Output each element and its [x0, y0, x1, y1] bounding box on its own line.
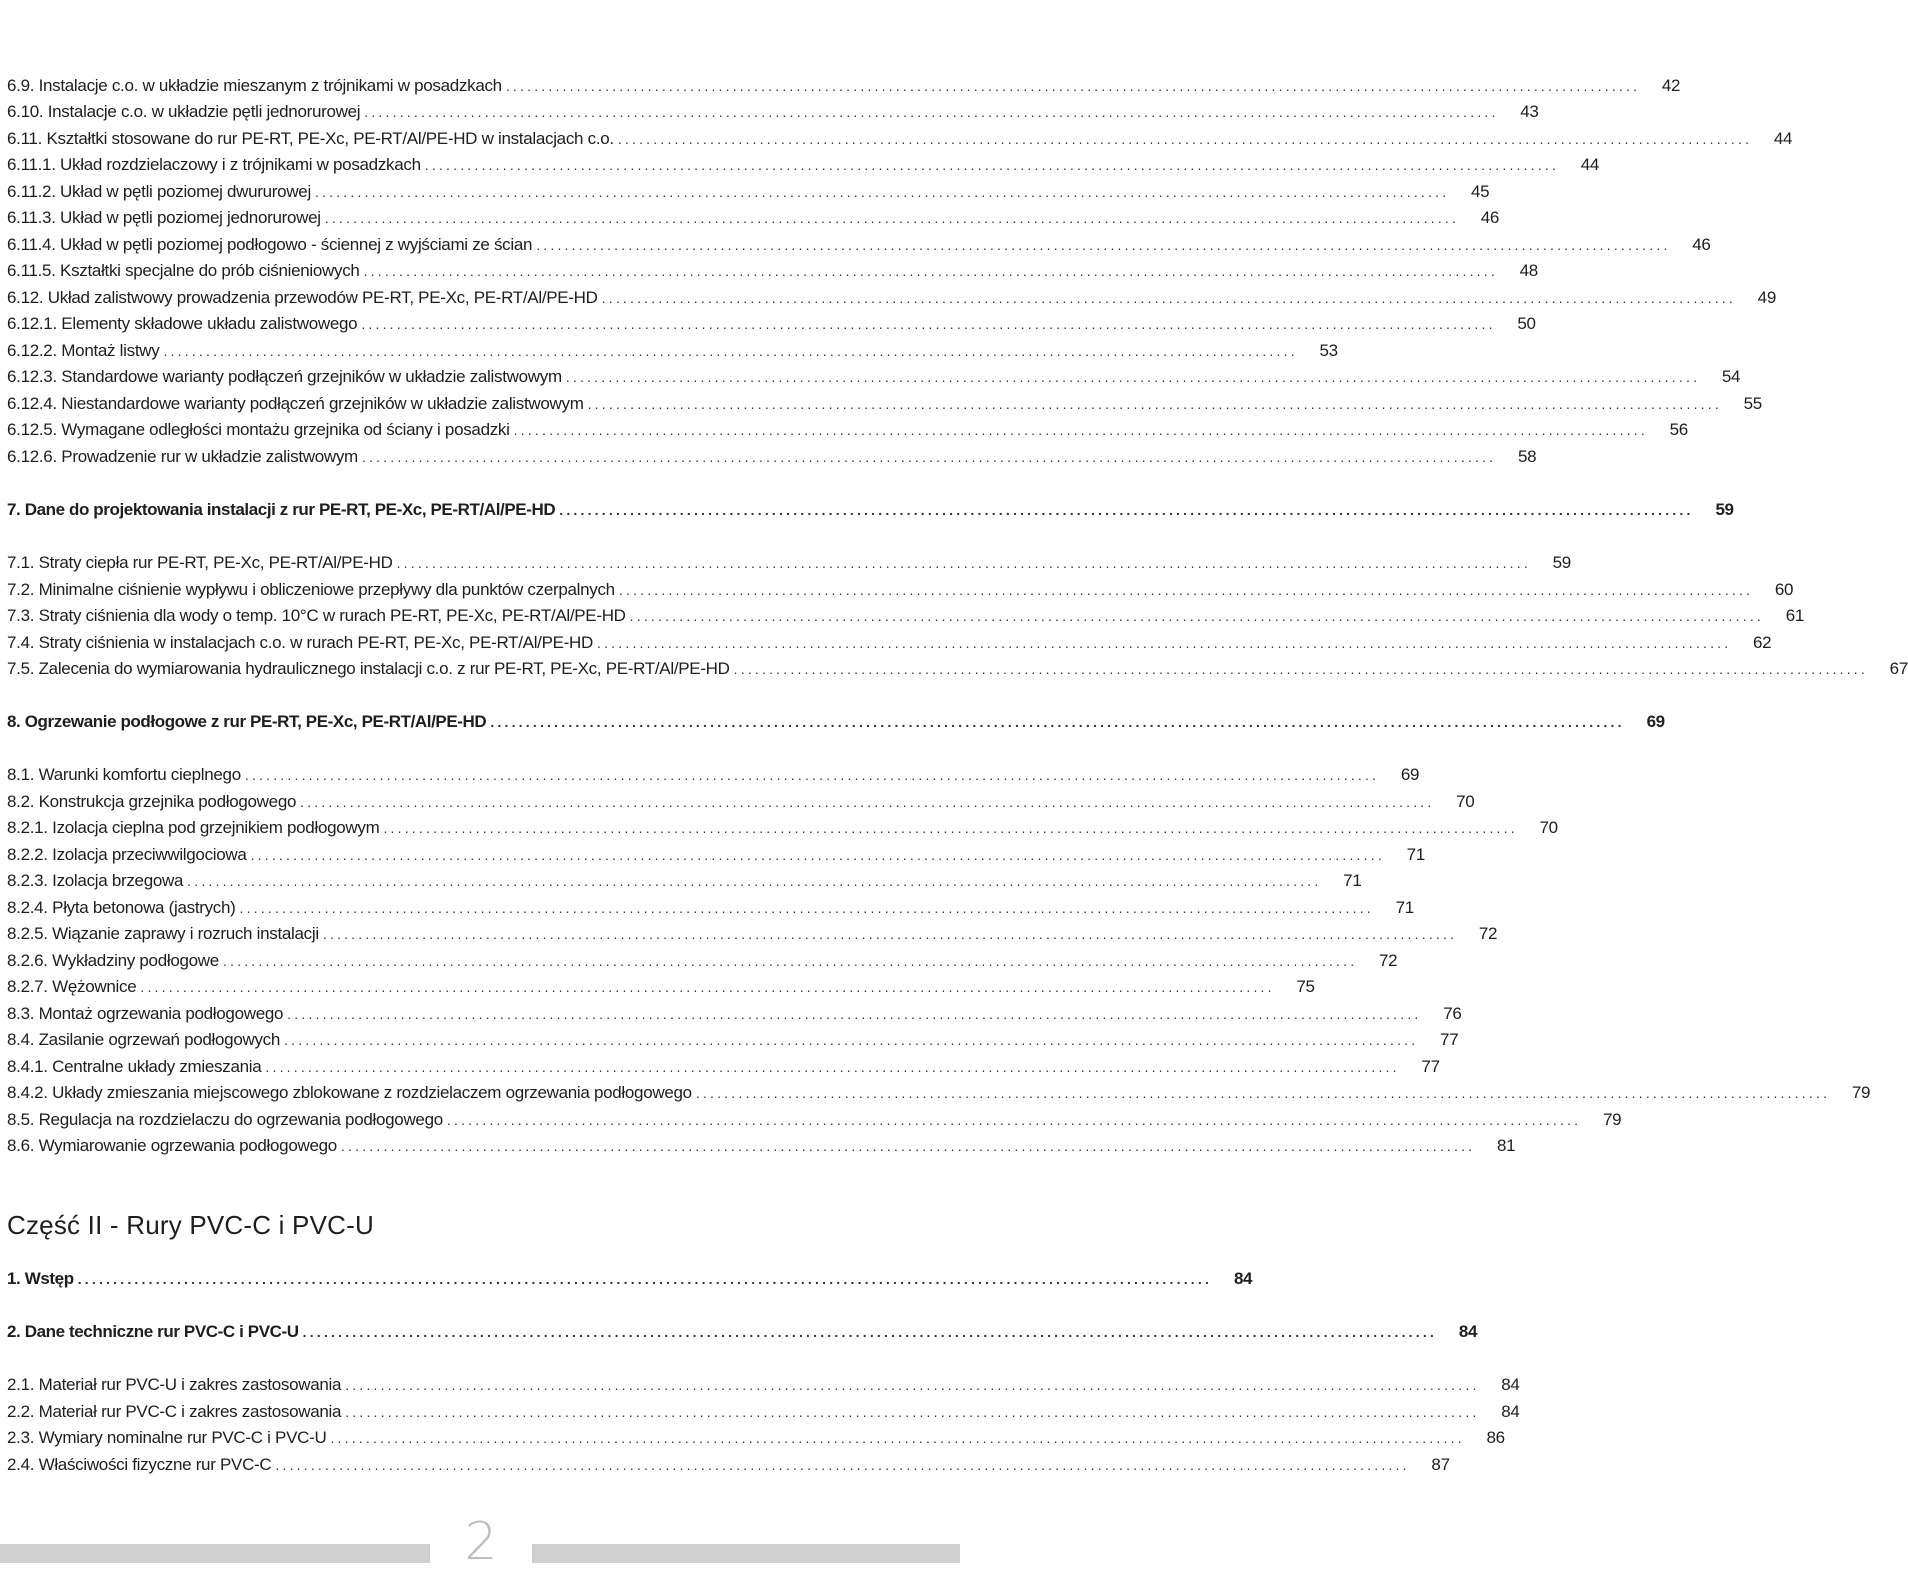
toc-entry[interactable]	[7, 551, 1571, 575]
toc-entry[interactable]	[7, 392, 1762, 416]
toc-leader-dots: ................................................................................................................................................................	[396, 555, 1531, 571]
toc-entry[interactable]	[7, 1134, 1516, 1158]
toc-entry-title: 6.10. Instalacje c.o. w układzie pętli jednorurowej	[7, 102, 361, 121]
toc-entry-title: 1. Wstęp	[7, 1269, 74, 1288]
toc-leader-dots: ................................................................................................................................................................	[284, 1032, 1419, 1048]
toc-entry-title: 6.12.6. Prowadzenie rur w układzie zalistwowym	[7, 447, 358, 466]
toc-entry-page: 69	[1400, 765, 1420, 784]
toc-entry-page: 71	[1395, 898, 1414, 917]
toc-entry[interactable]	[7, 710, 1665, 734]
toc-entry[interactable]	[7, 1426, 1505, 1450]
toc-entry[interactable]	[7, 1453, 1450, 1477]
toc-entry[interactable]	[7, 339, 1338, 363]
toc-entry-page: 79	[1602, 1110, 1622, 1129]
toc-entry-page: 54	[1721, 367, 1741, 386]
toc-entry-title: 8.2.4. Płyta betonowa (jastrych)	[7, 898, 236, 917]
toc-entry[interactable]	[7, 1373, 1520, 1397]
toc-entry-title: 2.2. Materiał rur PVC-C i zakres zastosowania	[7, 1402, 342, 1421]
toc-leader-dots: ................................................................................................................................................................	[302, 1324, 1438, 1340]
toc-entry-title: 8.4.1. Centralne układy zmieszania	[7, 1057, 262, 1076]
toc-entry[interactable]	[7, 418, 1688, 442]
toc-leader-dots: ................................................................................................................................................................	[618, 582, 1754, 598]
toc-entry-page: 53	[1319, 341, 1338, 360]
toc-entry[interactable]	[7, 1400, 1520, 1424]
toc-entry-title: 8.4. Zasilanie ogrzewań podłogowych	[7, 1030, 281, 1049]
toc-entry[interactable]	[7, 922, 1498, 946]
toc-entry-title: 8.2.2. Izolacja przeciwwilgociowa	[7, 845, 247, 864]
toc-leader-dots: ................................................................................................................................................................	[587, 396, 1722, 412]
toc-entry-page: 87	[1431, 1455, 1450, 1474]
toc-entry-page: 84	[1458, 1322, 1478, 1341]
toc-leader-dots: ................................................................................................................................................................	[265, 1059, 1400, 1075]
toc-entry-page: 75	[1296, 977, 1315, 996]
toc-entry-title: 6.12.4. Niestandardowe warianty podłączeń grzejników w układzie zalistwowym	[7, 394, 584, 413]
toc-leader-dots: ................................................................................................................................................................	[629, 608, 1764, 624]
toc-entry-title: 6.11.3. Układ w pętli poziomej jednorurowej	[7, 208, 321, 227]
toc-leader-dots: ................................................................................................................................................................	[330, 1430, 1465, 1446]
toc-entry[interactable]	[7, 1081, 1871, 1105]
toc-entry-title: 8.2.6. Wykładziny podłogowe	[7, 951, 219, 970]
toc-entry[interactable]	[7, 259, 1538, 283]
toc-leader-dots: ................................................................................................................................................................	[314, 184, 1450, 200]
toc-leader-dots: ................................................................................................................................................................	[222, 953, 1358, 969]
toc-entry-page: 76	[1443, 1004, 1462, 1023]
toc-leader-dots: ................................................................................................................................................................	[324, 210, 1460, 226]
toc-entry-title: 2.4. Właściwości fizyczne rur PVC-C	[7, 1455, 272, 1474]
toc-entry-page: 48	[1519, 261, 1538, 280]
toc-entry-title: 2.1. Materiał rur PVC-U i zakres zastosowania	[7, 1375, 342, 1394]
toc-entry[interactable]	[7, 604, 1804, 628]
toc-entry-title: 8.6. Wymiarowanie ogrzewania podłogowego	[7, 1136, 337, 1155]
toc-leader-dots: ................................................................................................................................................................	[364, 104, 1499, 120]
toc-entry[interactable]	[7, 1320, 1478, 1344]
toc-leader-dots: ................................................................................................................................................................	[505, 78, 1641, 94]
toc-entry[interactable]	[7, 763, 1420, 787]
toc-entry-title: 6.11. Kształtki stosowane do rur PE-RT, PE-Xc, PE-RT/Al/PE-HD w instalacjach c.o.	[7, 129, 614, 148]
toc-entry[interactable]	[7, 869, 1362, 893]
toc-entry-title: 8.3. Montaż ogrzewania podłogowego	[7, 1004, 284, 1023]
toc-entry[interactable]	[7, 790, 1475, 814]
toc-entry[interactable]	[7, 445, 1537, 469]
toc-entry-page: 42	[1661, 76, 1681, 95]
toc-entry-page: 77	[1440, 1030, 1459, 1049]
toc-leader-dots: ................................................................................................................................................................	[597, 635, 1732, 651]
toc-entry-page: 46	[1480, 208, 1500, 227]
toc-entry-page: 84	[1233, 1269, 1253, 1288]
toc-leader-dots: ................................................................................................................................................................	[490, 714, 1625, 730]
toc-entry-page: 67	[1889, 659, 1908, 678]
toc-leader-dots: ................................................................................................................................................................	[345, 1377, 1480, 1393]
toc-entry[interactable]	[7, 949, 1398, 973]
toc-entry[interactable]	[7, 578, 1794, 602]
toc-entry-page: 58	[1517, 447, 1537, 466]
toc-entry-title: 6.11.2. Układ w pętli poziomej dwururowej	[7, 182, 311, 201]
toc-entry-page: 84	[1501, 1402, 1520, 1421]
toc-leader-dots: ................................................................................................................................................................	[77, 1271, 1213, 1287]
toc-entry-title: 8.2.7. Wężownice	[7, 977, 137, 996]
toc-entry[interactable]	[7, 498, 1734, 522]
toc-leader-dots: ................................................................................................................................................................	[287, 1006, 1422, 1022]
toc-entry-page: 44	[1580, 155, 1600, 174]
footer-bar-left	[0, 1544, 430, 1563]
toc-entry[interactable]	[7, 1108, 1622, 1132]
toc-entry[interactable]	[7, 153, 1600, 177]
toc-entry-page: 59	[1552, 553, 1571, 572]
toc-leader-dots: ................................................................................................................................................................	[250, 847, 1385, 863]
page-number: 2	[464, 1512, 498, 1572]
toc-entry-title: 8.2.5. Wiązanie zaprawy i rozruch instalacji	[7, 924, 319, 943]
toc-entry[interactable]	[7, 657, 1908, 681]
toc-entry[interactable]	[7, 896, 1414, 920]
toc-entry-title: 8.2.3. Izolacja brzegowa	[7, 871, 184, 890]
toc-leader-dots: ................................................................................................................................................................	[361, 316, 1496, 332]
toc-entry-page: 72	[1378, 951, 1398, 970]
toc-entry-page: 46	[1692, 235, 1711, 254]
toc-entry[interactable]	[7, 1028, 1459, 1052]
toc-entry-title: 7.4. Straty ciśnienia w instalacjach c.o. w rurach PE-RT, PE-Xc, PE-RT/Al/PE-HD	[7, 633, 593, 652]
toc-entry[interactable]	[7, 286, 1776, 310]
toc-entry[interactable]	[7, 180, 1490, 204]
toc-leader-dots: ................................................................................................................................................................	[244, 767, 1380, 783]
toc-entry-page: 79	[1851, 1083, 1871, 1102]
toc-leader-dots: ................................................................................................................................................................	[424, 157, 1560, 173]
toc-entry-page: 55	[1743, 394, 1762, 413]
toc-entry-page: 50	[1517, 314, 1536, 333]
toc-leader-dots: ................................................................................................................................................................	[140, 979, 1275, 995]
toc-entry-title: 6.9. Instalacje c.o. w układzie mieszanym z trójnikami w posadzkach	[7, 76, 502, 95]
toc-entry-title: 7.3. Straty ciśnienia dla wody o temp. 10°C w rurach PE-RT, PE-Xc, PE-RT/Al/PE-HD	[7, 606, 626, 625]
toc-entry-page: 49	[1757, 288, 1776, 307]
toc-entry-title: 7.1. Straty ciepła rur PE-RT, PE-Xc, PE-RT/Al/PE-HD	[7, 553, 393, 572]
toc-entry[interactable]	[7, 312, 1536, 336]
toc-entry-page: 44	[1773, 129, 1793, 148]
toc-leader-dots: ................................................................................................................................................................	[617, 131, 1753, 147]
toc-entry-title: 6.12.3. Standardowe warianty podłączeń grzejników w układzie zalistwowym	[7, 367, 562, 386]
toc-entry-title: 8.4.2. Układy zmieszania miejscowego zblokowane z rozdzielaczem ogrzewania podłogowego	[7, 1083, 692, 1102]
toc-entry-title: 8.1. Warunki komfortu cieplnego	[7, 765, 241, 784]
toc-entry-title: 8. Ogrzewanie podłogowe z rur PE-RT, PE-Xc, PE-RT/Al/PE-HD	[7, 712, 487, 731]
toc-entry-title: 8.2.1. Izolacja cieplna pod grzejnikiem podłogowym	[7, 818, 380, 837]
toc-leader-dots: ................................................................................................................................................................	[345, 1404, 1480, 1420]
toc-entry-page: 59	[1715, 500, 1734, 519]
toc-entry[interactable]	[7, 365, 1741, 389]
toc-leader-dots: ................................................................................................................................................................	[559, 502, 1694, 518]
toc-entry-page: 71	[1343, 871, 1362, 890]
toc-entry-page: 77	[1421, 1057, 1440, 1076]
toc-entry-title: 6.12. Układ zalistwowy prowadzenia przewodów PE-RT, PE-Xc, PE-RT/Al/PE-HD	[7, 288, 598, 307]
toc-leader-dots: ................................................................................................................................................................	[536, 237, 1671, 253]
toc-leader-dots: ................................................................................................................................................................	[361, 449, 1497, 465]
toc-entry-page: 81	[1496, 1136, 1516, 1155]
toc-leader-dots: ................................................................................................................................................................	[601, 290, 1736, 306]
toc-entry-title: 6.12.5. Wymagane odległości montażu grzejnika od ściany i posadzki	[7, 420, 510, 439]
toc-entry[interactable]	[7, 206, 1500, 230]
toc-entry-page: 69	[1646, 712, 1665, 731]
toc-entry[interactable]	[7, 127, 1793, 151]
toc-entry-title: 8.2. Konstrukcja grzejnika podłogowego	[7, 792, 297, 811]
toc-entry[interactable]	[7, 100, 1539, 124]
toc-entry-page: 43	[1520, 102, 1539, 121]
toc-leader-dots: ................................................................................................................................................................	[322, 926, 1458, 942]
toc-entry-page: 72	[1478, 924, 1498, 943]
toc-entry[interactable]	[7, 1055, 1440, 1079]
toc-entry-page: 86	[1486, 1428, 1505, 1447]
page-footer	[0, 1512, 960, 1572]
toc-entry-title: 6.11.4. Układ w pętli poziomej podłogowo - ściennej z wyjściami ze ścian	[7, 235, 533, 254]
toc-leader-dots: ................................................................................................................................................................	[163, 343, 1298, 359]
toc-leader-dots: ................................................................................................................................................................	[383, 820, 1518, 836]
toc-leader-dots: ................................................................................................................................................................	[695, 1085, 1831, 1101]
toc-entry-page: 70	[1456, 792, 1475, 811]
footer-bar-right	[532, 1544, 960, 1563]
toc-entry-title: 8.5. Regulacja na rozdzielaczu do ogrzewania podłogowego	[7, 1110, 443, 1129]
part-title: Część II - Rury PVC-C i PVC-U	[7, 1210, 374, 1240]
toc-entry-title: 6.12.1. Elementy składowe układu zalistwowego	[7, 314, 358, 333]
toc-entry[interactable]	[7, 233, 1711, 257]
toc-entry[interactable]	[7, 74, 1681, 98]
toc-entry-title: 2.3. Wymiary nominalne rur PVC-C i PVC-U	[7, 1428, 327, 1447]
toc-leader-dots: ................................................................................................................................................................	[513, 422, 1648, 438]
toc-entry-page: 45	[1470, 182, 1490, 201]
toc-leader-dots: ................................................................................................................................................................	[187, 873, 1322, 889]
toc-entry[interactable]	[7, 816, 1558, 840]
toc-entry[interactable]	[7, 1267, 1253, 1291]
toc-entry-title: 6.11.1. Układ rozdzielaczowy i z trójnikami w posadzkach	[7, 155, 421, 174]
toc-entry[interactable]	[7, 631, 1772, 655]
toc-leader-dots: ................................................................................................................................................................	[300, 794, 1435, 810]
toc-entry-title: 6.11.5. Kształtki specjalne do prób ciśnieniowych	[7, 261, 360, 280]
toc-entry-title: 6.12.2. Montaż listwy	[7, 341, 160, 360]
toc-entry-title: 7. Dane do projektowania instalacji z rur PE-RT, PE-Xc, PE-RT/Al/PE-HD	[7, 500, 556, 519]
toc-leader-dots: ................................................................................................................................................................	[340, 1138, 1476, 1154]
toc-entry[interactable]	[7, 1002, 1462, 1026]
toc-entry-page: 62	[1753, 633, 1772, 652]
toc-entry-page: 84	[1501, 1375, 1520, 1394]
toc-leader-dots: ................................................................................................................................................................	[239, 900, 1374, 916]
toc-entry-title: 7.2. Minimalne ciśnienie wypływu i obliczeniowe przepływy dla punktów czerpalnych	[7, 580, 615, 599]
toc-entry-title: 2. Dane techniczne rur PVC-C i PVC-U	[7, 1322, 299, 1341]
toc-entry[interactable]	[7, 843, 1425, 867]
toc-entry-page: 60	[1774, 580, 1794, 599]
toc-entry-page: 70	[1539, 818, 1558, 837]
toc-entry-page: 61	[1785, 606, 1804, 625]
toc-entry-title: 7.5. Zalecenia do wymiarowania hydraulicznego instalacji c.o. z rur PE-RT, PE-Xc, PE-RT/Al/PE-HD	[7, 659, 730, 678]
toc-leader-dots: ................................................................................................................................................................	[363, 263, 1498, 279]
toc-entry-page: 71	[1406, 845, 1425, 864]
toc-entry[interactable]	[7, 975, 1315, 999]
toc-entry-page: 56	[1669, 420, 1688, 439]
toc-leader-dots: ................................................................................................................................................................	[275, 1457, 1410, 1473]
toc-leader-dots: ................................................................................................................................................................	[446, 1112, 1582, 1128]
toc-leader-dots: ................................................................................................................................................................	[565, 369, 1701, 385]
toc-leader-dots: ................................................................................................................................................................	[733, 661, 1868, 677]
